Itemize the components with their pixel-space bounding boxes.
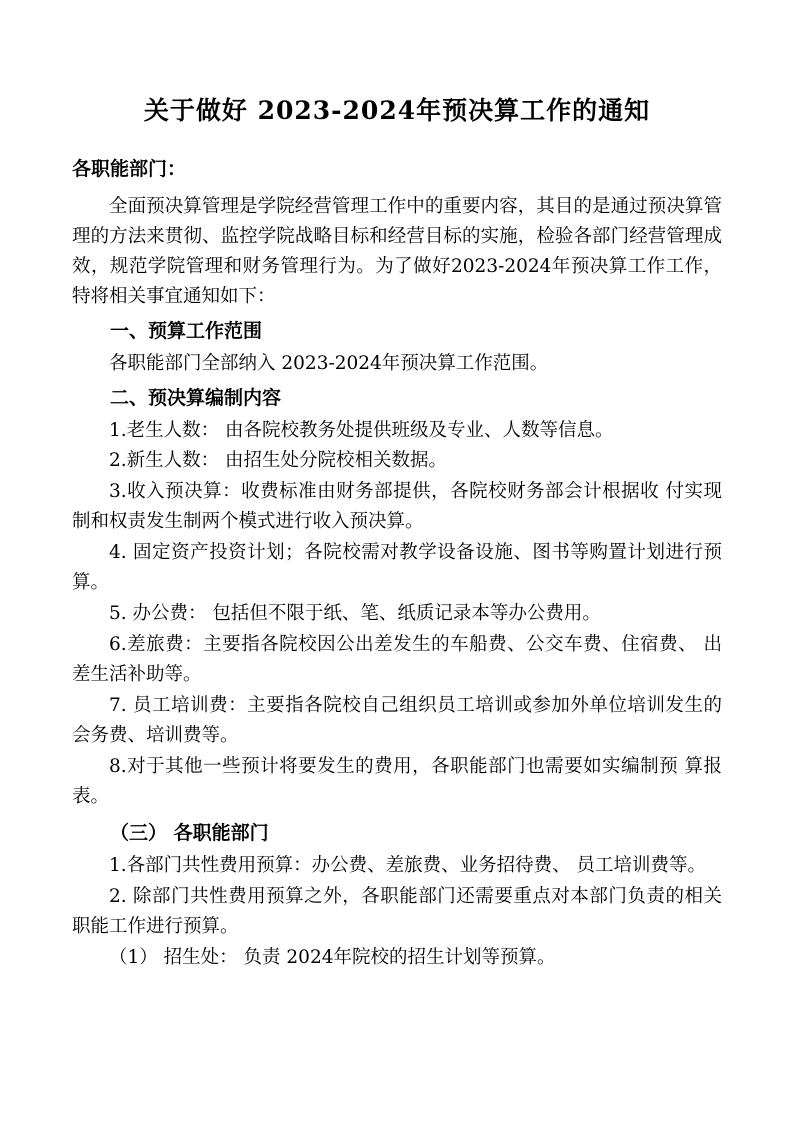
- section-item: 1.老生人数： 由各院校教务处提供班级及专业、人数等信息。: [109, 419, 614, 441]
- salutation: 各职能部门：: [72, 157, 187, 180]
- section-2: [72, 383, 722, 812]
- section-item: 4. 固定资产投资计划；各院校需对教学设备设施、图书等购置计划进行预算。: [72, 542, 722, 594]
- section-item: 7. 员工培训费：主要指各院校自己组织员工培训或参加外单位培训发生的会务费、培训费等。: [72, 695, 722, 747]
- section-item: （1） 招生处： 负责 2024年院校的招生计划等预算。: [109, 946, 556, 968]
- section-item: 3.收入预决算：收费标准由财务部提供，各院校财务部会计根据收 付实现制和权责发生制两个模式进行收入预决算。: [72, 481, 722, 533]
- section-item: 1.各部门共性费用预算：办公费、差旅费、业务招待费、 员工培训费等。: [109, 854, 707, 876]
- document-body: [72, 192, 722, 973]
- section-item: 5. 办公费： 包括但不限于纸、笔、纸质记录本等办公费用。: [109, 603, 601, 625]
- section-item: 8.对于其他一些预计将要发生的费用，各职能部门也需要如实编制预 算报表。: [72, 756, 722, 808]
- section-item: 各职能部门全部纳入 2023-2024年预决算工作范围。: [109, 352, 549, 374]
- section-heading: 一、预算工作范围: [110, 320, 263, 343]
- section-heading: （三） 各职能部门: [110, 822, 269, 845]
- section-heading: 二、预决算编制内容: [110, 386, 282, 409]
- section-3: [72, 818, 722, 973]
- section-item: 2.新生人数： 由招生处分院校相关数据。: [109, 450, 448, 472]
- section-item: 2. 除部门共性费用预算之外，各职能部门还需要重点对本部门负责的相关职能工作进行预算。: [72, 885, 722, 937]
- section-1: [72, 316, 722, 379]
- intro-paragraph: 全面预决算管理是学院经营管理工作中的重要内容，其目的是通过预决算管理的方法来贯彻、监控学院战略目标和经营目标的实施，检验各部门经营管理成效，规范学院管理和财务管理行为。为了做好2023-2024年预决算工作工作，特将相关事宜通知如下：: [72, 196, 722, 308]
- section-item: 6.差旅费：主要指各院校因公出差发生的车船费、公交车费、住宿费、 出差生活补助等。: [72, 634, 722, 686]
- page-title: 关于做好 2023-2024年预决算工作的通知: [143, 96, 651, 125]
